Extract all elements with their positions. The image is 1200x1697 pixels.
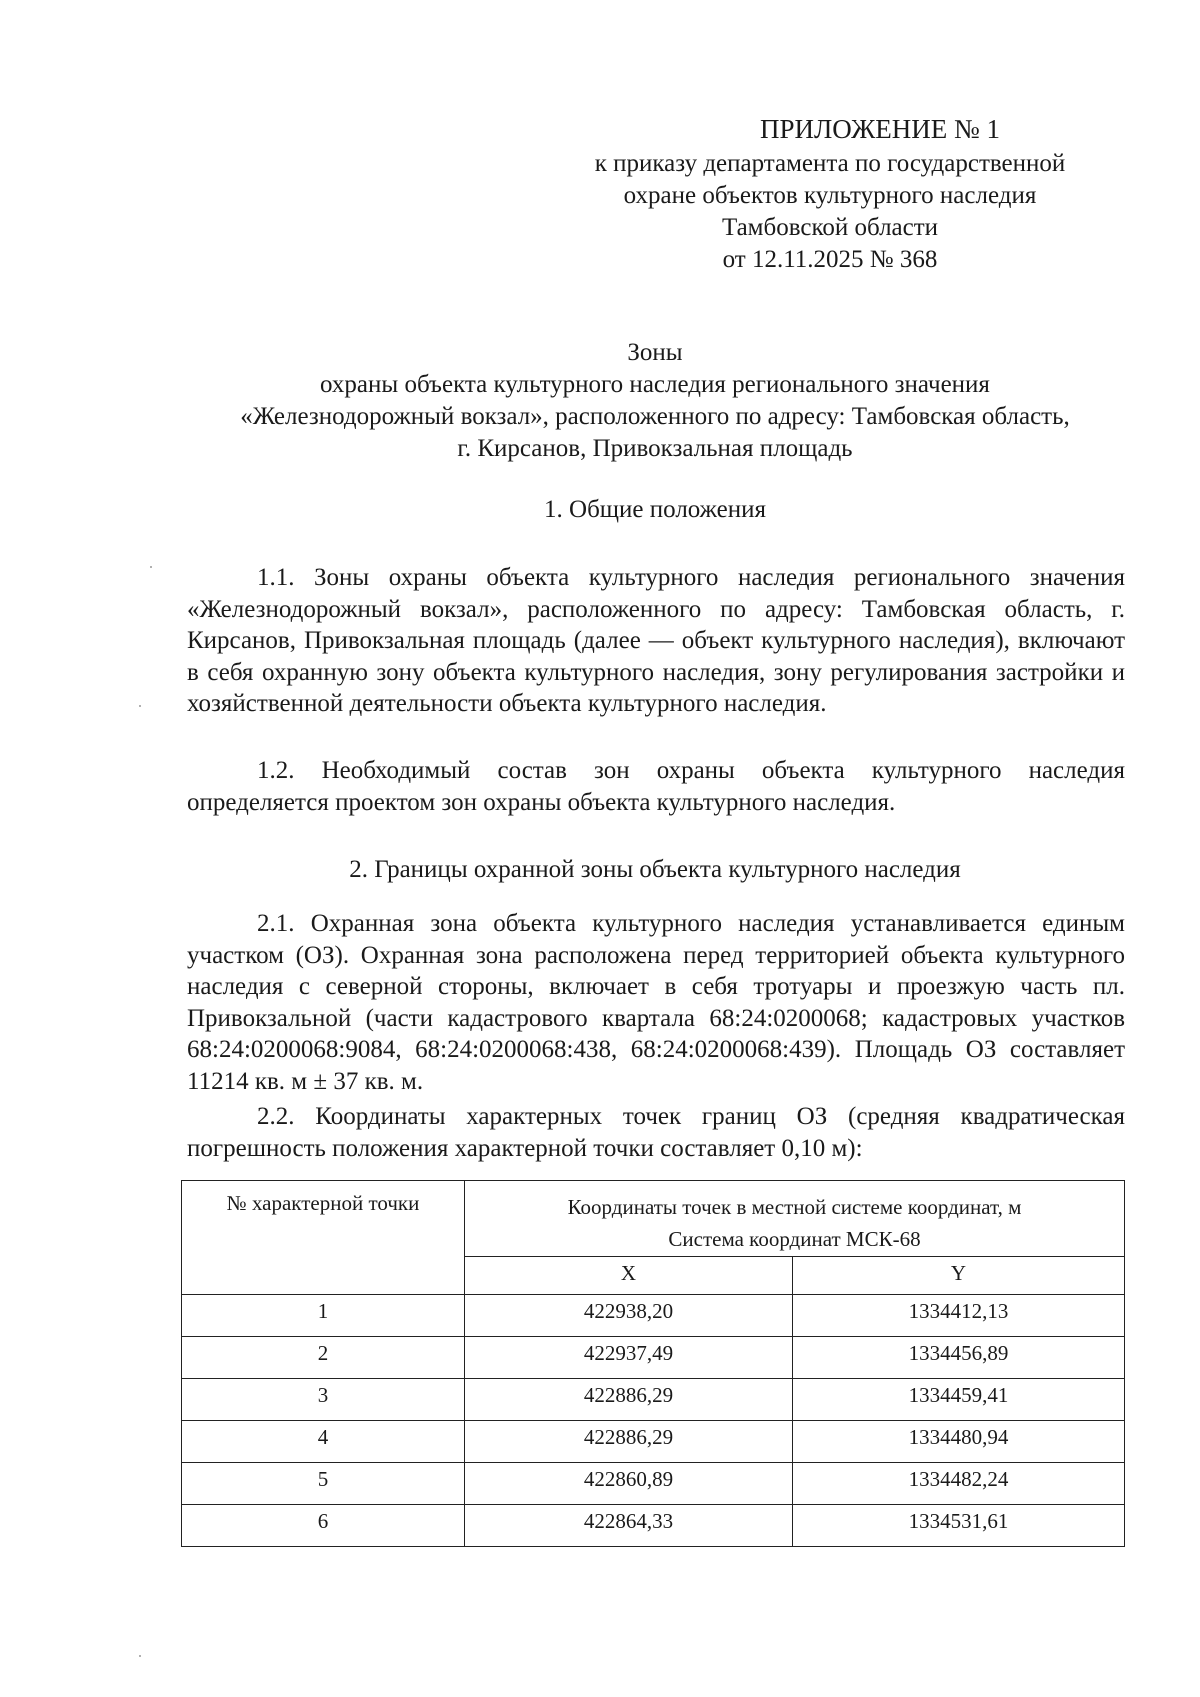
title-line: «Железнодорожный вокзал», расположенного по адресу: Тамбовская область, (240, 403, 1070, 430)
cell-y: 1334480,94 (793, 1421, 1125, 1463)
title-line: Зоны (627, 339, 683, 366)
table-row (182, 1379, 1125, 1421)
cell-y: 1334482,24 (793, 1463, 1125, 1505)
scan-speck (139, 705, 141, 707)
cell-y: 1334459,41 (793, 1379, 1125, 1421)
cell-x: 422886,29 (465, 1379, 793, 1421)
cell-y: 1334412,13 (793, 1295, 1125, 1337)
appendix-line: охране объектов культурного наследия (623, 182, 1037, 209)
appendix-heading: ПРИЛОЖЕНИЕ № 1 (759, 114, 1001, 144)
header-point-number: № характерной точки (182, 1181, 465, 1295)
cell-point-number: 4 (182, 1421, 465, 1463)
table-header-row (182, 1181, 1125, 1257)
title-line: г. Кирсанов, Привокзальная площадь (457, 435, 853, 462)
cell-x: 422886,29 (465, 1421, 793, 1463)
table-row (182, 1505, 1125, 1547)
header-coordinates-line: Система координат МСК-68 (668, 1227, 921, 1251)
cell-point-number: 2 (182, 1337, 465, 1379)
cell-x: 422864,33 (465, 1505, 793, 1547)
cell-x: 422937,49 (465, 1337, 793, 1379)
appendix-line: к приказу департамента по государственной (594, 150, 1066, 177)
paragraph-2-1 (187, 908, 1125, 1097)
cell-point-number: 1 (182, 1295, 465, 1337)
paragraph-2-2 (187, 1101, 1125, 1164)
cell-point-number: 3 (182, 1379, 465, 1421)
table-row (182, 1463, 1125, 1505)
cell-x: 422860,89 (465, 1463, 793, 1505)
table-row (182, 1337, 1125, 1379)
appendix-line: от 12.11.2025 № 368 (722, 246, 938, 273)
table-row (182, 1421, 1125, 1463)
section-2-heading: 2. Границы охранной зоны объекта культурного наследия (349, 856, 961, 883)
paragraph-text: 2.1. Охранная зона объекта культурного наследия устанавливается единым участком (ОЗ). Охранная зона расположена перед территорией объекта культурного наследия с северной стороны, включает в себя тротуары и проезжую часть пл. Привокзальной (части кадастрового квартала 68:24:0200068; кадастровых участков 68:24:0200068:9084, 68:24:0200068:438, 68:24:0200068:439). Площадь ОЗ составляет 11214 кв. м ± 37 кв. м. (187, 910, 1125, 1095)
header-coordinates-line: Координаты точек в местной системе координат, м (567, 1195, 1022, 1219)
document-title (180, 337, 1130, 465)
header-coordinates (465, 1181, 1125, 1257)
paragraph-text: 1.1. Зоны охраны объекта культурного наследия регионального значения «Железнодорожный вокзал», расположенного по адресу: Тамбовская область, г. Кирсанов, Привокзальная площадь (далее — объект культурного наследия), включают в себя охранную зону объекта культурного наследия, зону регулирования застройки и хозяйственной деятельности объекта культурного наследия. (187, 564, 1125, 717)
table-row (182, 1295, 1125, 1337)
scan-speck (139, 1655, 141, 1657)
cell-y: 1334531,61 (793, 1505, 1125, 1547)
header-x: X (465, 1257, 793, 1295)
paragraph-text: 2.2. Координаты характерных точек границ ОЗ (средняя квадратическая погрешность положения характерной точки составляет 0,10 м): (187, 1103, 1125, 1162)
coordinates-table (181, 1180, 1125, 1547)
paragraph-1-2 (187, 755, 1125, 818)
cell-y: 1334456,89 (793, 1337, 1125, 1379)
header-y: Y (793, 1257, 1125, 1295)
appendix-header (560, 112, 1100, 276)
title-line: охраны объекта культурного наследия регионального значения (320, 371, 990, 398)
paragraph-1-1 (187, 562, 1125, 720)
cell-point-number: 6 (182, 1505, 465, 1547)
appendix-line: Тамбовской области (721, 214, 939, 241)
paragraph-text: 1.2. Необходимый состав зон охраны объекта культурного наследия определяется проектом зон охраны объекта культурного наследия. (187, 757, 1125, 816)
section-1-heading: 1. Общие положения (544, 496, 766, 523)
cell-point-number: 5 (182, 1463, 465, 1505)
cell-x: 422938,20 (465, 1295, 793, 1337)
scan-speck (150, 566, 152, 568)
